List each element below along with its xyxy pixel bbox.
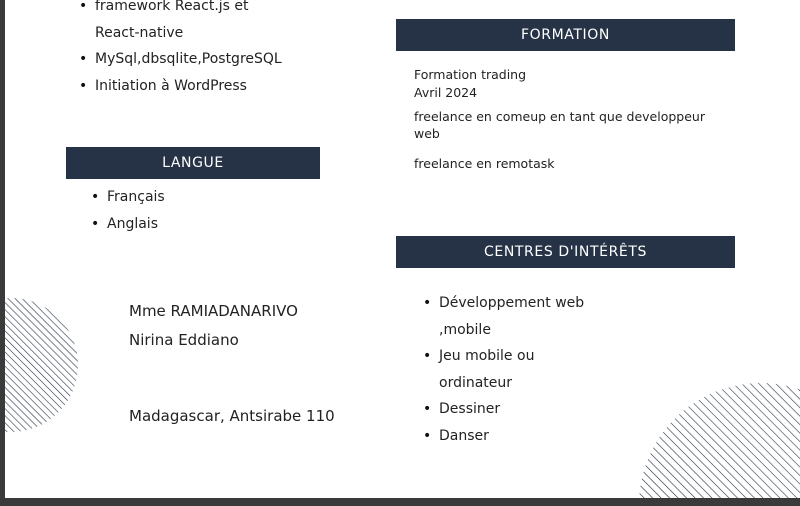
resume-page (5, 0, 800, 498)
langue-list (91, 184, 291, 237)
list-item: • Jeu mobile ou ordinateur (423, 343, 593, 396)
hatched-circle-decoration (5, 298, 80, 432)
list-item: • Danser (423, 423, 593, 450)
list-item: • Initiation à WordPress (79, 73, 279, 100)
formation-header: FORMATION (396, 19, 735, 51)
langue-header: LANGUE (66, 147, 320, 179)
list-item: • Anglais (91, 211, 291, 238)
formation-entry2: freelance en comeup en tant que developpeur web (414, 109, 705, 141)
formation-entry1-date: Avril 2024 (414, 85, 478, 100)
hatched-circle-decoration (639, 383, 800, 498)
formation-entry1-title: Formation trading (414, 67, 527, 82)
list-item: • Dessiner (423, 396, 593, 423)
contact-address: Madagascar, Antsirabe 110 (129, 407, 335, 425)
interets-header: CENTRES D'INTÉRÊTS (396, 236, 735, 268)
list-item: • Français (91, 184, 291, 211)
list-item: • Développement web ,mobile (423, 290, 593, 343)
contact-name-line1: Mme RAMIADANARIVO (129, 302, 298, 320)
contact-name-line2: Nirina Eddiano (129, 331, 239, 349)
formation-entry3: freelance en remotask (414, 156, 555, 171)
list-item: • framework React.js et React-native (79, 0, 279, 46)
interets-list (423, 290, 593, 449)
list-item: • MySql,dbsqlite,PostgreSQL (79, 46, 279, 73)
skills-list (79, 0, 282, 99)
